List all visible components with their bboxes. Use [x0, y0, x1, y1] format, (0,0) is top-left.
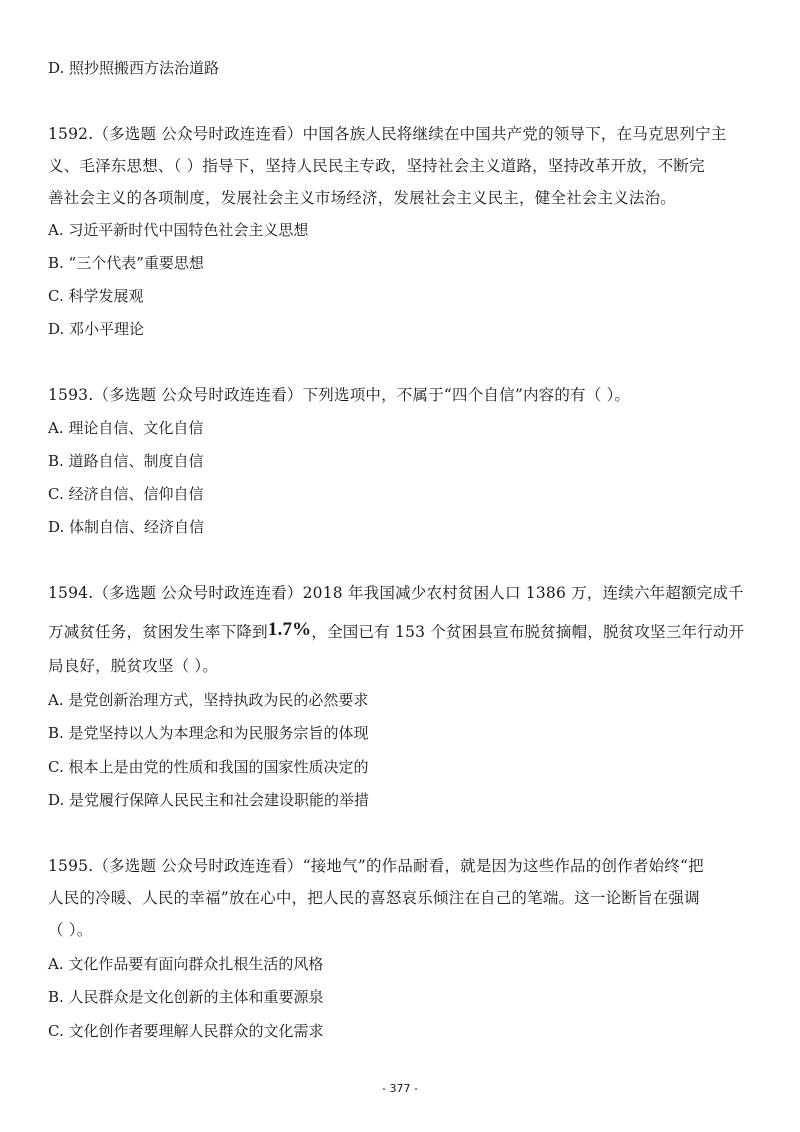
- option-a: A. 文化作品要有面向群众扎根生活的风格: [48, 955, 324, 973]
- option-d: D. 是党履行保障人民民主和社会建设职能的举措: [48, 791, 370, 809]
- option-c: C. 文化创作者要理解人民群众的文化需求: [48, 1022, 324, 1040]
- question-stem-line: 局良好，脱贫攻坚（ ）。: [48, 657, 219, 675]
- option-b: B. 是党坚持以人为本理念和为民服务宗旨的体现: [48, 724, 369, 742]
- option-c: C. 经济自信、信仰自信: [48, 485, 204, 503]
- stem-text: 万减贫任务，贫困发生率下降到: [48, 623, 268, 641]
- option-d: D. 邓小平理论: [48, 320, 145, 338]
- question-stem-line: 1592.（多选题 公众号时政连连看）中国各族人民将继续在中国共产党的领导下，在马克思列宁主: [48, 125, 727, 143]
- question-stem-line: 人民的冷暖、人民的幸福”放在心中，把人民的喜怒哀乐倾注在自己的笔端。这一论断旨在强调: [48, 889, 700, 907]
- question-stem-line: 1593.（多选题 公众号时政连连看）下列选项中，不属于“四个自信”内容的有（ ）。: [48, 386, 631, 404]
- question-stem-line: 义、毛泽东思想、（ ）指导下，坚持人民民主专政，坚持社会主义道路，坚持改革开放，不断完: [48, 157, 705, 175]
- question-stem-line: （ ）。: [48, 921, 93, 939]
- option-a: A. 理论自信、文化自信: [48, 419, 204, 437]
- question-stem-line: 1594.（多选题 公众号时政连连看）2018 年我国减少农村贫困人口 1386 万，连续六年超额完成千: [48, 584, 744, 602]
- option-b: B. 人民群众是文化创新的主体和重要源泉: [48, 988, 324, 1006]
- stem-text: ，全国已有 153 个贫困县宣布脱贫摘帽，脱贫攻坚三年行动开: [311, 623, 745, 641]
- option-a: A. 习近平新时代中国特色社会主义思想: [48, 221, 309, 239]
- option-d: D. 体制自信、经济自信: [48, 518, 205, 536]
- option-c: C. 科学发展观: [48, 287, 144, 305]
- page-number: - 377 -: [382, 1082, 418, 1095]
- question-stem-line: [48, 620, 744, 642]
- option-d-prev: D. 照抄照搬西方法治道路: [48, 59, 220, 77]
- option-b: B. “三个代表”重要思想: [48, 254, 204, 272]
- option-a: A. 是党创新治理方式，坚持执政为民的必然要求: [48, 691, 369, 709]
- question-stem-line: 善社会主义的各项制度，发展社会主义市场经济，发展社会主义民主，健全社会主义法治。: [48, 189, 677, 207]
- option-c: C. 根本上是由党的性质和我国的国家性质决定的: [48, 758, 369, 776]
- poverty-rate-value: 1.7%: [267, 619, 312, 640]
- option-b: B. 道路自信、制度自信: [48, 452, 204, 470]
- question-stem-line: 1595.（多选题 公众号时政连连看）“接地气”的作品耐看，就是因为这些作品的创作者始终“把: [48, 857, 704, 875]
